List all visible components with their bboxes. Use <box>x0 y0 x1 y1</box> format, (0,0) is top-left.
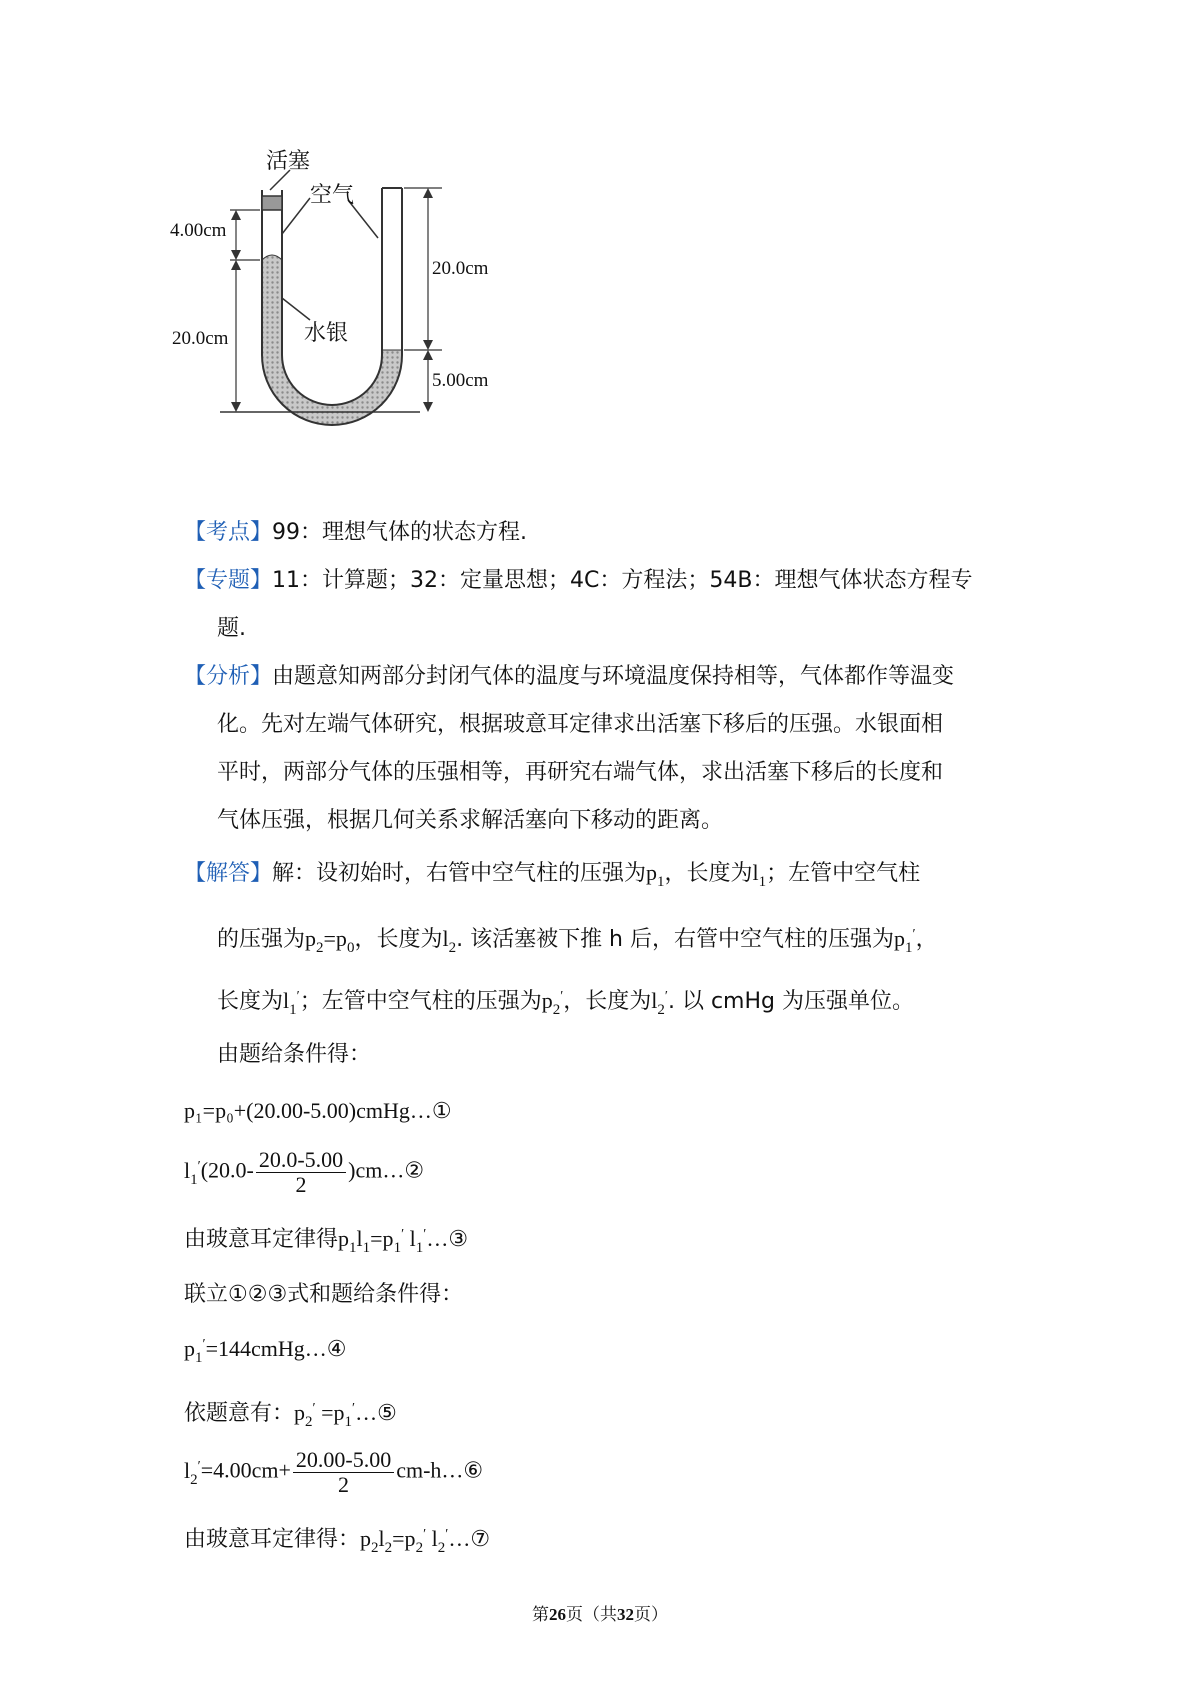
fenxi-tag: 【分析】 <box>184 664 273 689</box>
mercury-label: 水银 <box>304 321 349 346</box>
fenxi-cont-2: 平时，两部分气体的压强相等，再研究右端气体，求出活塞下移后的长度和 <box>217 760 944 785</box>
formula-7: 由玻意耳定律得：$p_2l_2=p_2'$ $l_2'\dots ⑦$ <box>184 1526 491 1556</box>
zhuanti-line <box>184 566 972 596</box>
jieda-text-1b: ，长度为 <box>664 861 753 886</box>
var-l1: $l_1$ <box>752 860 767 890</box>
formula-3-text: 由玻意耳定律得 <box>184 1227 339 1252</box>
dim-right-top: 20.0cm <box>432 258 489 279</box>
formula-6-den: 2 <box>338 1472 350 1497</box>
fenxi-cont-1: 化。先对左端气体研究，根据玻意耳定律求出活塞下移后的压强。水银面相 <box>217 712 944 737</box>
jieda-tag: 【解答】 <box>184 861 273 886</box>
formula-6-pre: =4.00cm+ <box>200 1457 291 1483</box>
var-p1-prime: $p_1'$ <box>894 926 916 956</box>
formula-1: p₁=p₀+(20.00-5.00)cmHg…① <box>184 1098 452 1123</box>
footer-prefix: 第 <box>532 1605 549 1624</box>
u-tube-diagram <box>170 150 550 460</box>
jieda-text-3d: . 以 cmHg 为压强单位。 <box>667 989 914 1014</box>
u-tube-figure <box>170 150 550 460</box>
jieda-text-2c: . 该活塞被下推 h 后，右管中空气柱的压强为 <box>456 927 894 952</box>
formula-4: $p_1'=144cmHg\dots ④$ <box>184 1336 347 1366</box>
footer-total-pages: 32 <box>617 1605 634 1624</box>
jieda-text-2d: ， <box>915 927 938 952</box>
air-label: 空气 <box>310 183 355 208</box>
jieda-line-3 <box>217 982 914 1025</box>
jieda-text-2b: ，长度为 <box>354 927 443 952</box>
formula-5-text: 依题意有： <box>184 1401 295 1426</box>
formula-2-num: 20.0-5.00 <box>256 1148 346 1173</box>
formula-6-num: 20.00-5.00 <box>293 1448 394 1473</box>
var-p1: $p_1$ <box>646 860 665 890</box>
formula-2-post: )cm…② <box>348 1157 425 1183</box>
jieda-line-4: 由题给条件得： <box>217 1042 372 1067</box>
jieda-text-1c: ；左管中空气柱 <box>766 861 921 886</box>
formula-2-fraction <box>256 1148 346 1197</box>
dim-right-bottom: 5.00cm <box>432 370 489 391</box>
footer-mid: 页（共 <box>566 1605 617 1624</box>
jieda-text-1a: 解：设初始时，右管中空气柱的压强为 <box>272 861 647 886</box>
zhuanti-cont: 题. <box>217 616 246 641</box>
formula-6: $l_2'=4.00cm+$ $\frac{20.00-5.00}{2}$ cm-h…⑥ <box>184 1447 484 1497</box>
formula-6-fraction <box>293 1448 394 1497</box>
formula-4-text: =144cmHg…④ <box>205 1336 347 1361</box>
formula-7-text: 由玻意耳定律得： <box>184 1527 361 1552</box>
var-l2-prime: $l_2'$ <box>651 988 668 1018</box>
var-p2-prime: $p_2'$ <box>541 988 564 1018</box>
jieda-text-3a: 长度为 <box>217 989 284 1014</box>
formula-3: 由玻意耳定律得$p_1l_1=p_1'$ $l_1'\dots ③$ <box>184 1226 469 1256</box>
jieda-line-2 <box>217 920 938 963</box>
jieda-text-3b: ；左管中空气柱的压强为 <box>299 989 542 1014</box>
formula-2-pre: (20.0- <box>200 1157 254 1183</box>
zhuanti-text: 11：计算题；32：定量思想；4C：方程法；54B：理想气体状态方程专 <box>272 568 973 593</box>
footer-page-number: 26 <box>549 1605 566 1624</box>
fenxi-text: 由题意知两部分封闭气体的温度与环境温度保持相等，气体都作等温变 <box>272 664 955 689</box>
formula-5: 依题意有：$p_2'$ $=p_1'\dots ⑤$ <box>184 1400 397 1430</box>
dim-left-top: 4.00cm <box>170 220 227 241</box>
jieda-line-1 <box>184 858 920 897</box>
zhuanti-tag: 【专题】 <box>184 568 273 593</box>
var-p2-eq-p0: $p_2=p_0$ <box>305 926 355 956</box>
formula-7-mark: …⑦ <box>448 1526 491 1551</box>
kaodian-line <box>184 518 527 548</box>
fenxi-cont-3: 气体压强，根据几何关系求解活塞向下移动的距离。 <box>217 808 724 833</box>
piston-label: 活塞 <box>266 149 311 174</box>
kaodian-text: 99：理想气体的状态方程. <box>272 520 528 545</box>
formula-3-mark: …③ <box>426 1226 469 1251</box>
jieda-text-2a: 的压强为 <box>217 927 306 952</box>
dim-left-bottom: 20.0cm <box>172 328 229 349</box>
kaodian-tag: 【考点】 <box>184 520 273 545</box>
fenxi-line <box>184 662 954 692</box>
footer-suffix: 页） <box>634 1605 668 1624</box>
page-footer <box>0 1600 1200 1625</box>
var-l1-prime: $l_1'$ <box>283 988 300 1018</box>
formula-5-mark: …⑤ <box>355 1400 397 1425</box>
jieda-text-3c: ，长度为 <box>563 989 652 1014</box>
var-l2: $l_2$ <box>442 926 457 956</box>
formula-6-post: cm-h…⑥ <box>396 1457 484 1483</box>
formula-2-den: 2 <box>295 1172 307 1197</box>
lianli-line: 联立①②③式和题给条件得： <box>184 1282 464 1307</box>
formula-2: $l_1'(20.0-$ $\frac{20.0-5.00}{2}$ )cm…② <box>184 1147 425 1197</box>
